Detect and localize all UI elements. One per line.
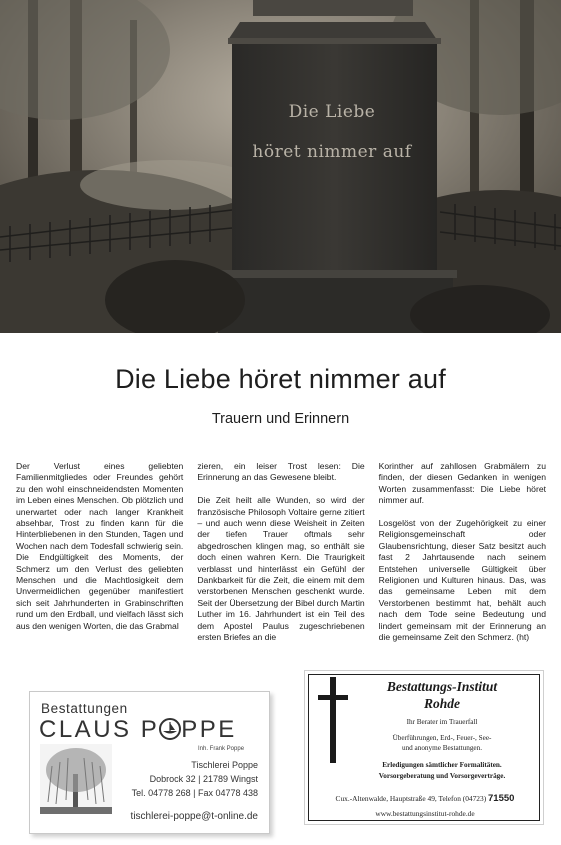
cross-icon <box>318 677 348 763</box>
ad-claus-poppe <box>29 691 270 834</box>
paragraph: Die Zeit heilt alle Wunden, so wird der französische Philosoph Voltaire gerne zitiert – und auch wenn diese Weisheit in Zeiten der tiefen Trauer oftmals sehr abgedroschen klingen mag, so enthält sie doch einen wahren Kern. Die Traurigkeit verblasst und hinterlässt ein Gefühl der Dankbarkeit für die Zeit, die einem mit dem verstorbenen Menschen geschenkt wurde. Seit der Übersetzung der Bibel durch Martin Luther im 16. Jahrhundert ist ein Teil des dem Apostel Paulus zugeschriebenen ersten Briefes an die <box>197 495 365 643</box>
paragraph: Korinther auf zahllosen Grabmälern zu finden, der diesen Gedanken in wenigen Worten zusammenfasst: Die Liebe höret nimmer auf. <box>378 461 546 506</box>
willow-tree-icon <box>40 744 112 814</box>
article-column-2 <box>197 461 365 643</box>
ad-rohde-website: www.bestattungsinstitut-rohde.de <box>375 809 475 818</box>
inscription-line-1: Die Liebe <box>288 102 376 122</box>
ad-poppe-logo-text <box>39 716 237 744</box>
ad-poppe-small-title: Bestattungen <box>41 701 128 716</box>
ad-rohde-formalities: Erledigungen sämtlicher Formalitäten. <box>382 761 502 769</box>
ad-rohde-tagline: Ihr Berater im Trauerfall <box>406 718 478 726</box>
ad-rohde-address: Cux.-Altenwalde, Hauptstraße 49, Telefon (04723) <box>335 794 487 803</box>
ad-poppe-address: Dobrock 32 | 21789 Wingst <box>149 774 258 784</box>
ad-poppe-owner: Inh. Frank Poppe <box>198 746 245 752</box>
ad-poppe-name-left: CLAUS P <box>39 716 160 743</box>
hero-photo <box>0 0 561 333</box>
paragraph: zieren, ein leiser Trost lesen: Die Erinnerung an das Gewesene bleibt. <box>197 461 365 483</box>
ad-poppe-name-right: PPE <box>181 716 237 743</box>
ad-poppe-company: Tischlerei Poppe <box>191 760 258 770</box>
ad-poppe-phone: Tel. 04778 268 | Fax 04778 438 <box>131 788 258 798</box>
ad-rohde-services-1: Überführungen, Erd-, Feuer-, See- <box>392 734 492 742</box>
paragraph: Losgelöst von der Zugehörigkeit zu einer Religionsgemeinschaft oder Glaubensrichtung, dieser Satz besitzt auch fast 2 Jahrtausende nach seinem Entstehen universelle Gültigkeit über Religionen und Kulturen hinaus. Das, was das gemeinsame Leben mit dem Verstorbenen bestimmt hat, behält auch nach dem Tode seine Bedeutung und lindert gemeinsam mit der Erinnerung an die gemeinsame Zeit den Schmerz. (ht) <box>378 518 546 643</box>
article-column-1 <box>16 461 183 631</box>
ad-rohde-contact <box>311 793 539 804</box>
paragraph: Der Verlust eines geliebten Familienmitgliedes oder Freundes gehört zu den wohl einschneidendsten Momenten im Leben eines Menschen. Ob plötzlich und unerwartet oder nach langer Krankheit absehbar, Trost zu finden kann für die Hinterbliebenen in den Stunden, Tagen und Wochen nach dem Todesfall schwierig sein. Die Endgültigkeit des Moments, der Schmerz um den Verlust des geliebten Menschen und die Machtlosigkeit dem Unvermeidlichen gegenüber manifestiert sich seit Jahrhunderten in Grabinschriften rund um den Erdball, und vielfach lässt sich aus den wenigen Worten, die das Grabmal <box>16 461 184 631</box>
ad-rohde-title-line1: Bestattungs-Institut <box>386 679 498 694</box>
ad-rohde-services-2: und anonyme Bestattungen. <box>401 744 483 752</box>
ad-poppe-email: tischlerei-poppe@t-online.de <box>130 811 258 822</box>
ad-rohde-phone: 71550 <box>488 793 515 804</box>
ad-rohde-contracts: Vorsorgeberatung und Vorsorgeverträge. <box>378 772 506 780</box>
article-body <box>16 461 546 643</box>
article-title: Die Liebe höret nimmer auf <box>115 364 446 394</box>
ad-rohde <box>304 670 544 825</box>
article-column-3 <box>378 461 546 643</box>
inscription-line-2: höret nimmer auf <box>252 142 412 162</box>
boat-logo-icon <box>159 718 181 740</box>
ad-rohde-title-line2: Rohde <box>423 696 460 711</box>
cemetery-scene <box>0 0 561 333</box>
article-subtitle: Trauern und Erinnern <box>211 411 350 427</box>
